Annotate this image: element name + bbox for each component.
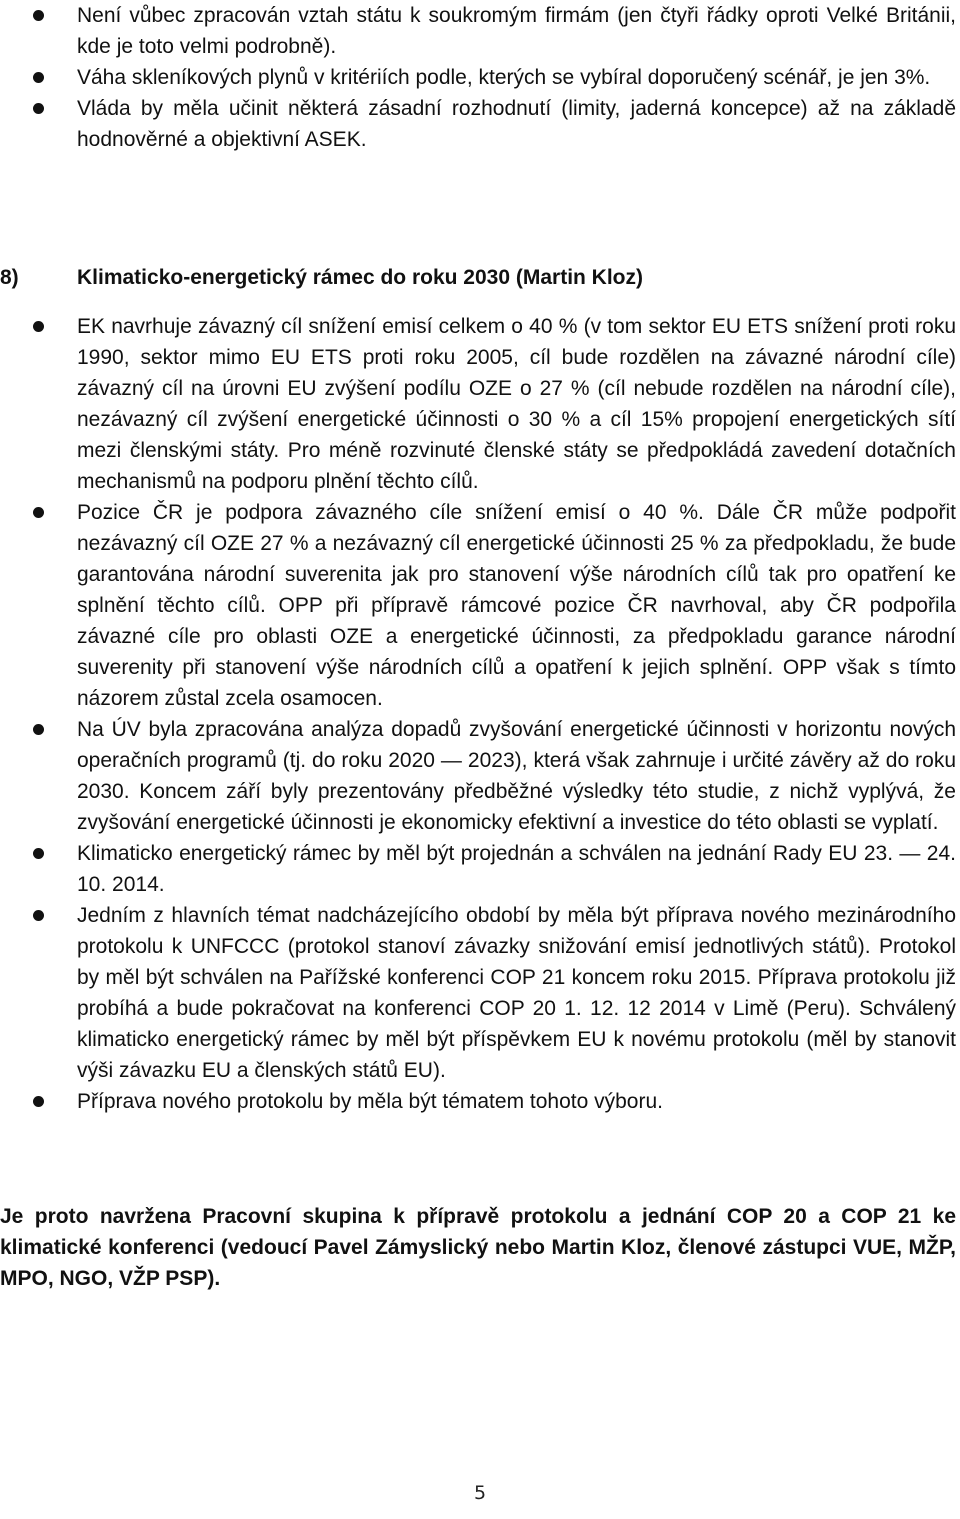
list-item — [0, 311, 956, 497]
bullet-icon — [33, 507, 44, 518]
section-bullet-list — [0, 311, 956, 1117]
list-item-text: Pozice ČR je podpora závazného cíle snížení emisí o 40 %. Dále ČR může podpořit nezávazný cíl OZE 27 % a nezávazný cíl energetické účinnosti 25 % za předpokladu, že bude garantována národní suverenita jak pro stanovení výše národních cílů tak pro opatření ke splnění těchto cílů. OPP při přípravě rámcové pozice ČR navrhoval, aby ČR podpořila závazné cíle pro oblasti OZE a energetické účinnosti, za předpokladu garance národní suverenity při stanovení výše národních cílů a opatření k jejich splnění. OPP však s tímto názorem zůstal zcela osamocen. — [77, 501, 956, 710]
section-number: 8) — [0, 266, 19, 289]
page-number: 5 — [473, 1482, 487, 1504]
section-title: Klimaticko-energetický rámec do roku 2030 (Martin Kloz) — [77, 266, 644, 289]
bullet-icon — [33, 10, 44, 21]
section-heading — [0, 262, 643, 293]
list-item-text: Není vůbec zpracován vztah státu k soukromým firmám (jen čtyři řádky oproti Velké Británii, kde je toto velmi podrobně). — [77, 4, 956, 58]
conclusion-paragraph: Je proto navržena Pracovní skupina k přípravě protokolu a jednání COP 20 a COP 21 ke klimatické konferenci (vedoucí Pavel Zámyslický nebo Martin Kloz, členové zástupci VUE, MŽP, MPO, NGO, VŽP PSP). — [0, 1205, 956, 1290]
bullet-icon — [33, 848, 44, 859]
list-item — [0, 838, 956, 900]
bullet-icon — [33, 72, 44, 83]
bullet-icon — [33, 321, 44, 332]
list-item — [0, 0, 956, 62]
bullet-icon — [33, 910, 44, 921]
top-bullet-list — [0, 0, 956, 155]
list-item — [0, 93, 956, 155]
list-item-text: Jedním z hlavních témat nadcházejícího období by měla být příprava nového mezinárodního protokolu k UNFCCC (protokol stanoví závazky snižování emisí jednotlivých států). Protokol by měl být schválen na Pařížské konferenci COP 21 koncem roku 2015. Příprava protokolu již probíhá a bude pokračovat na konferenci COP 20 1. 12. 12 2014 v Limě (Peru). Schválený klimaticko energetický rámec by měl být příspěvkem EU k novému protokolu (měl by stanovit výši závazku EU a členských států EU). — [77, 904, 956, 1082]
list-item-text: EK navrhuje závazný cíl snížení emisí celkem o 40 % (v tom sektor EU ETS snížení proti roku 1990, sektor mimo EU ETS proti roku 2005, cíl bude rozdělen na závazné národní cíle) závazný cíl na úrovni EU zvýšení podílu OZE o 27 % (cíl nebude rozdělen na národní cíle), nezávazný cíl zvýšení energetické účinnosti o 30 % a cíl 15% propojení energetických sítí mezi členskými státy. Pro méně rozvinuté členské státy se předpokládá zavedení dotačních mechanismů na podporu plnění těchto cílů. — [77, 315, 956, 493]
bullet-icon — [33, 103, 44, 114]
list-item — [0, 714, 956, 838]
list-item — [0, 900, 956, 1086]
list-item-text: Příprava nového protokolu by měla být tématem tohoto výboru. — [77, 1090, 663, 1113]
list-item-text: Na ÚV byla zpracována analýza dopadů zvyšování energetické účinnosti v horizontu nových operačních programů (tj. do roku 2020 — 2023), která však zahrnuje i určité závěry až do roku 2030. Koncem září byly prezentovány předběžné výsledky této studie, z nichž vyplývá, že zvyšování energetické účinnosti je ekonomicky efektivní a investice do této oblasti se vyplatí. — [77, 718, 956, 834]
bullet-icon — [33, 724, 44, 735]
list-item-text: Klimaticko energetický rámec by měl být projednán a schválen na jednání Rady EU 23. — 24. 10. 2014. — [77, 842, 956, 896]
list-item — [0, 1086, 956, 1117]
bullet-icon — [33, 1096, 44, 1107]
list-item-text: Vláda by měla učinit některá zásadní rozhodnutí (limity, jaderná koncepce) až na základě hodnověrné a objektivní ASEK. — [77, 97, 956, 151]
list-item — [0, 62, 956, 93]
list-item — [0, 497, 956, 714]
list-item-text: Váha skleníkových plynů v kritériích podle, kterých se vybíral doporučený scénář, je jen 3%. — [77, 66, 931, 89]
